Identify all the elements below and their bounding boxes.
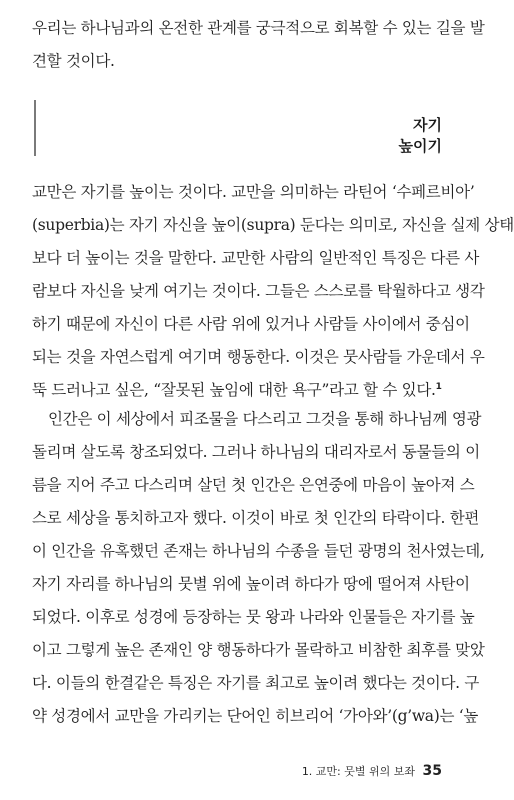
footnote-marker[interactable]: 1 bbox=[435, 381, 442, 392]
text-line: 되는 것을 자연스럽게 여기며 행동한다. 이것은 뭇사람들 가운데서 우 bbox=[32, 348, 485, 366]
running-chapter-title: 1. 교만: 뭇별 위의 보좌 bbox=[301, 765, 416, 778]
text-line: 뚝 드러나고 싶은, “잘못된 높임에 대한 욕구”라고 할 수 있다. bbox=[32, 381, 436, 399]
text-line: 우리는 하나님과의 온전한 관계를 궁극적으로 회복할 수 있는 길을 발 bbox=[32, 19, 485, 37]
text-line: 교만은 자기를 높이는 것이다. 교만을 의미하는 라틴어 ‘수페르비아’ bbox=[32, 183, 475, 201]
body-paragraph-2 bbox=[32, 403, 485, 733]
text-line: 약 성경에서 교만을 가리키는 단어인 히브리어 ‘가아와’(g’wa)는 ‘높 bbox=[32, 707, 479, 725]
text-line: 하기 때문에 자신이 다른 사람 위에 있거나 사람들 사이에서 중심이 bbox=[32, 315, 470, 333]
body-paragraph-1 bbox=[32, 176, 514, 407]
text-line: 이 인간을 유혹했던 존재는 하나님의 수종을 들던 광명의 천사였는데, bbox=[32, 542, 485, 560]
text-line: 되었다. 이후로 성경에 등장하는 뭇 왕과 나라와 인물들은 자기를 높 bbox=[32, 608, 475, 626]
section-heading-line: 자기 bbox=[413, 116, 442, 134]
intro-paragraph bbox=[32, 12, 485, 78]
section-marker-bar bbox=[34, 100, 36, 156]
text-line: 다. 이들의 한결같은 특징은 자기를 최고로 높이려 했다는 것이다. 구 bbox=[32, 674, 480, 692]
page-number: 35 bbox=[422, 763, 442, 779]
page-footer bbox=[302, 763, 442, 779]
text-line: (superbia)는 자기 자신을 높이(supra) 둔다는 의미로, 자신을 실제 상태 bbox=[32, 216, 514, 234]
text-line: 스로 세상을 통치하고자 했다. 이것이 바로 첫 인간의 타락이다. 한편 bbox=[32, 509, 480, 527]
text-line: 름을 지어 주고 다스리며 살던 첫 인간은 은연중에 마음이 높아져 스 bbox=[32, 476, 475, 494]
text-line: 견할 것이다. bbox=[32, 52, 115, 70]
text-line: 람보다 자신을 낮게 여기는 것이다. 그들은 스스로를 탁월하다고 생각 bbox=[32, 282, 485, 300]
section-heading bbox=[399, 115, 442, 157]
text-line: 이고 그렇게 높은 존재인 양 행동하다가 몰락하고 비참한 최후를 맞았 bbox=[32, 641, 485, 659]
text-line: 자기 자리를 하나님의 뭇별 위에 높이려 하다가 땅에 떨어져 사탄이 bbox=[32, 575, 470, 593]
text-line: 돌리며 살도록 창조되었다. 그러나 하나님의 대리자로서 동물들의 이 bbox=[32, 443, 480, 461]
text-line: 인간은 이 세상에서 피조물을 다스리고 그것을 통해 하나님께 영광 bbox=[48, 410, 482, 428]
text-line: 보다 더 높이는 것을 말한다. 교만한 사람의 일반적인 특징은 다른 사 bbox=[32, 249, 480, 267]
section-heading-line: 높이기 bbox=[398, 137, 442, 155]
